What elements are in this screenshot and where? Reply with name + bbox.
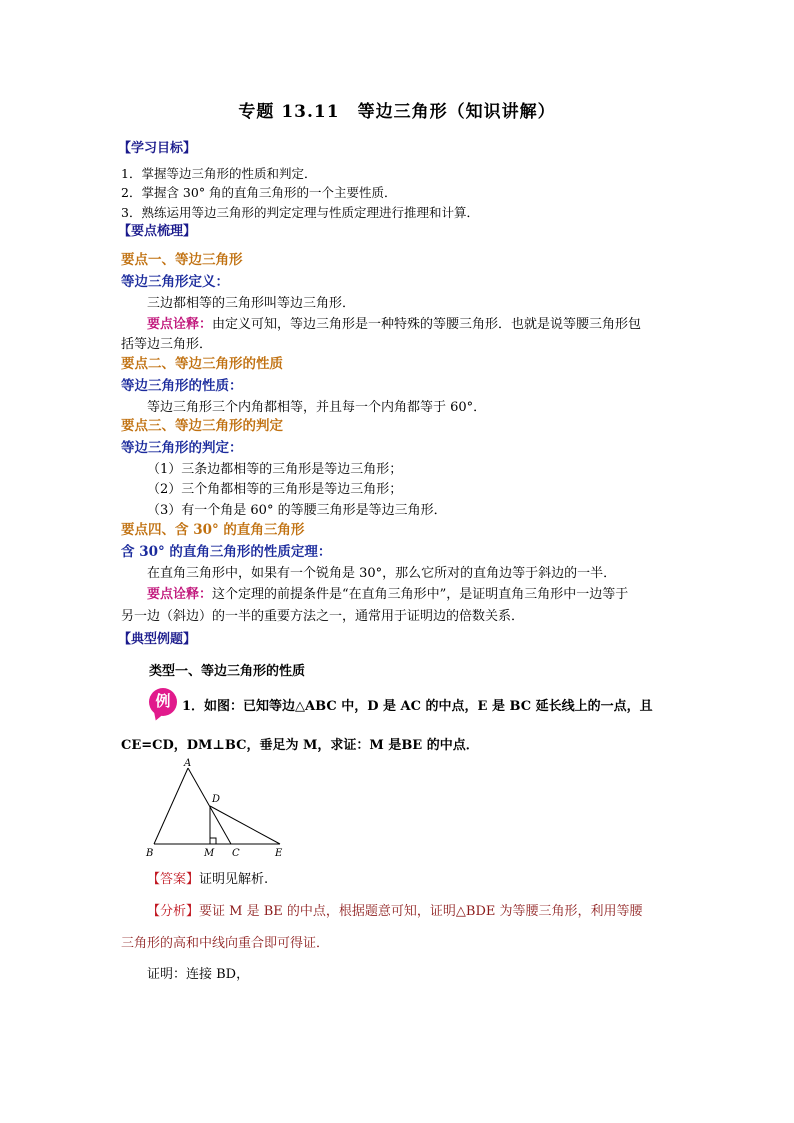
point3-item: （3）有一个角是 60° 的等腰三角形是等边三角形． [147,503,447,518]
example-line1: 1．如图：已知等边△ABC 中，D 是 AC 的中点，E 是 BC 延长线上的一点，且 [182,699,653,714]
analysis-line1: 【分析】要证 M 是 BE 的中点，根据题意可知，证明△BDE 为等腰三角形，利用等腰 [147,904,643,919]
point3-label: 等边三角形的判定： [121,440,243,456]
right-angle-mark [210,838,216,844]
point1-note: 要点诠释：由定义可知，等边三角形是一种特殊的等腰三角形．也就是说等腰三角形包 [147,317,642,332]
label-b: B [146,848,154,859]
point3-heading: 要点三、等边三角形的判定 [121,418,283,434]
type1-heading: 类型一、等边三角形的性质 [149,664,306,679]
goal-item: 2．掌握含 30° 角的直角三角形的一个主要性质． [121,185,397,200]
point4-note-cont: 另一边（斜边）的一半的重要方法之一，通常用于证明边的倍数关系． [121,609,525,624]
label-c: C [232,848,240,859]
label-d: D [212,794,221,805]
proof-line: 证明：连接 BD， [147,967,250,982]
page-title: 专题 13.11 等边三角形（知识讲解） [238,102,556,122]
point3-item: （1）三条边都相等的三角形是等边三角形； [147,462,403,477]
point1-def-text: 三边都相等的三角形叫等边三角形． [147,296,356,311]
examples-header: 【典型例题】 [118,632,197,647]
triangle-figure [140,756,295,864]
point4-label: 含 30° 的直角三角形的性质定理： [121,544,332,560]
point2-text: 等边三角形三个内角都相等，并且每一个内角都等于 60°． [147,400,487,415]
point3-item: （2）三个角都相等的三角形是等边三角形； [147,482,403,497]
goals-header: 【学习目标】 [118,141,197,156]
label-e: E [275,848,283,859]
point1-def-label: 等边三角形定义： [121,274,229,290]
point1-heading: 要点一、等边三角形 [121,252,243,268]
goal-item: 3．熟练运用等边三角形的判定定理与性质定理进行推理和计算． [121,205,479,220]
label-a: A [184,758,192,769]
answer-line: 【答案】证明见解析. [147,872,269,887]
point2-heading: 要点二、等边三角形的性质 [121,356,283,372]
point1-note-cont: 括等边三角形． [121,337,213,352]
point2-label: 等边三角形的性质： [121,378,243,394]
label-m: M [204,848,215,859]
goal-item: 1．掌握等边三角形的性质和判定． [121,166,317,181]
analysis-line2: 三角形的高和中线向重合即可得证． [121,936,330,951]
point4-note: 要点诠释：这个定理的前提条件是“在直角三角形中”，是证明直角三角形中一边等于 [147,587,629,602]
line-ab [154,768,188,844]
point4-heading: 要点四、含 30° 的直角三角形 [121,522,305,538]
example-line2: CE=CD，DM⊥BC，垂足为 M，求证：M 是BE 的中点． [121,738,479,753]
points-header: 【要点梳理】 [118,224,197,239]
point4-text: 在直角三角形中，如果有一个锐角是 30°，那么它所对的直角边等于斜边的一半． [147,566,617,581]
example-badge-icon: 例 [149,688,177,716]
